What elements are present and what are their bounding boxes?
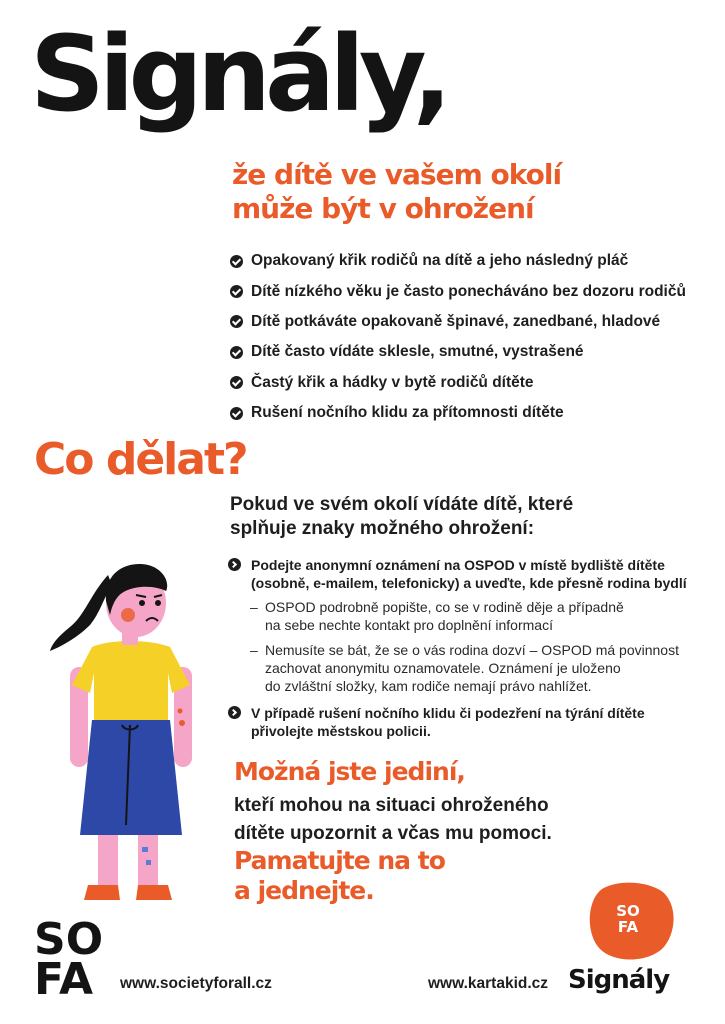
step-line: (osobně, e-mailem, telefonicky) a uveďte, kde přesně rodina bydlí	[251, 575, 687, 591]
step-line: V případě rušení nočního klidu či podezření na týrání dítěte	[251, 705, 645, 721]
step-note	[250, 598, 624, 634]
step-line: Podejte anonymní oznámení na OSPOD v místě bydliště dítěte	[251, 557, 665, 573]
page-subtitle	[232, 158, 561, 226]
list-item	[230, 398, 686, 428]
intro-line: splňuje znaky možného ohrožení:	[230, 518, 535, 539]
check-circle-icon	[230, 376, 243, 389]
signal-text: Dítě potkáváte opakovaně špinavé, zanedbané, hladové	[251, 312, 661, 330]
note-line: OSPOD podrobně popište, co se v rodině děje a případně	[265, 599, 624, 615]
section-title: Co dělat?	[34, 434, 247, 485]
step-note	[250, 641, 679, 695]
signal-text: Dítě často vídáte sklesle, smutné, vystrašené	[251, 343, 584, 361]
note-line: na sebe nechte kontakt pro doplnění informací	[265, 617, 553, 633]
cta-line: Pamatujte na to	[234, 846, 445, 875]
list-item	[230, 368, 686, 398]
closing-line: dítěte upozornit a včas mu pomoci.	[234, 823, 552, 844]
section-intro	[230, 493, 573, 541]
intro-line: Pokud ve svém okolí vídáte dítě, které	[230, 494, 574, 515]
girl-illustration	[50, 555, 210, 910]
closing-headline: Možná jste jediní,	[234, 757, 465, 786]
logo-line: SO	[34, 914, 104, 965]
subtitle-line: že dítě ve vašem okolí	[232, 158, 562, 191]
note-dash: –	[250, 642, 258, 658]
badge-line: FA	[617, 918, 639, 936]
societyforall-link[interactable]: www.societyforall.cz	[120, 975, 272, 992]
signal-text: Opakovaný křik rodičů na dítě a jeho následný pláč	[251, 252, 629, 270]
check-circle-icon	[230, 315, 243, 328]
signals-list	[230, 246, 686, 428]
check-circle-icon	[230, 285, 243, 298]
list-item	[230, 337, 686, 367]
logo-line: FA	[34, 954, 94, 1005]
subtitle-line: může být v ohrožení	[232, 192, 534, 225]
closing-subtext	[234, 792, 552, 848]
note-line: Nemusíte se bát, že se o vás rodina dozví – OSPOD má povinnost	[265, 642, 679, 658]
sofa-badge-text	[588, 903, 668, 935]
kartakid-link[interactable]: www.kartakid.cz	[428, 975, 549, 992]
list-item	[230, 246, 686, 276]
list-item	[230, 307, 686, 337]
signal-text: Dítě nízkého věku je často ponecháváno bez dozoru rodičů	[251, 282, 686, 300]
step-item	[228, 704, 645, 740]
check-circle-icon	[230, 407, 243, 420]
badge-line: SO	[616, 902, 640, 920]
closing-line: kteří mohou na situaci ohroženého	[234, 795, 549, 816]
step-line: přivolejte městskou policii.	[251, 723, 431, 739]
arrow-circle-icon	[228, 558, 241, 571]
note-line: zachovat anonymitu oznamovatele. Oznámení je uloženo	[265, 660, 621, 676]
check-circle-icon	[230, 346, 243, 359]
page-title: Signály,	[30, 13, 447, 135]
cta-line: a jednejte.	[234, 876, 374, 905]
signal-text: Rušení nočního klidu za přítomnosti dítěte	[251, 404, 564, 422]
signal-text: Častý křik a hádky v bytě rodičů dítěte	[251, 373, 534, 391]
note-dash: –	[250, 599, 258, 615]
arrow-circle-icon	[228, 706, 241, 719]
brand-wordmark: Signály	[568, 965, 670, 995]
closing-cta	[234, 846, 445, 906]
list-item	[230, 276, 686, 306]
check-circle-icon	[230, 255, 243, 268]
sofa-logo	[34, 914, 104, 1005]
step-item	[228, 556, 687, 592]
note-line: do zvláštní složky, kam rodiče nemají právo nahlížet.	[265, 678, 592, 694]
